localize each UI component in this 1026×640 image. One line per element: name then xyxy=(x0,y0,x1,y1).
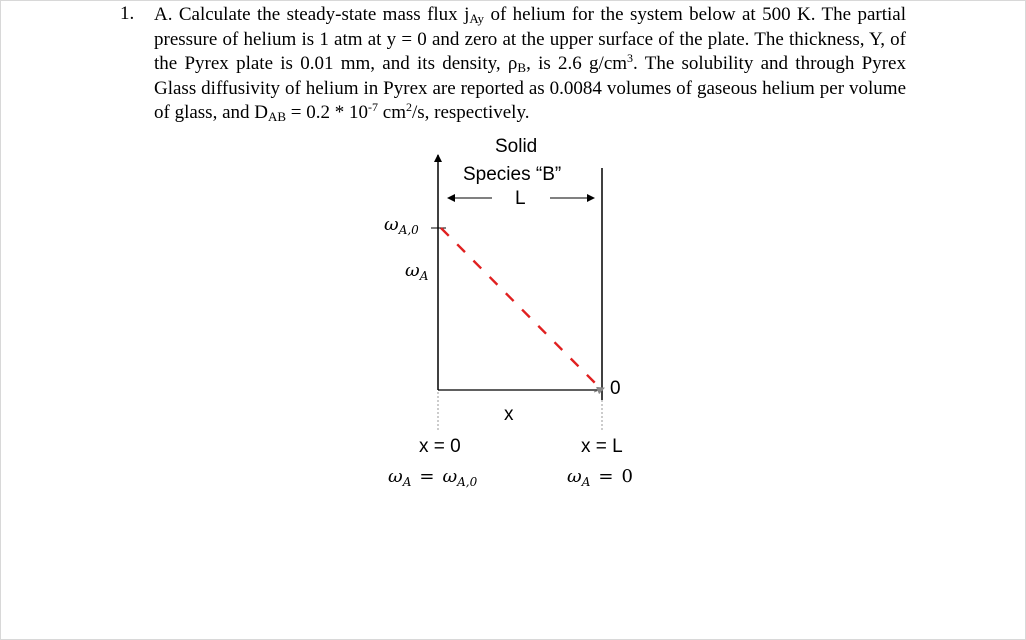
question-text-part: , is 2.6 g/cm xyxy=(526,53,628,74)
diffusivity-subscript: AB xyxy=(267,109,287,124)
left-boundary-condition xyxy=(388,466,477,487)
cm3-superscript: 3 xyxy=(627,51,634,65)
omega-a-label xyxy=(405,260,428,281)
omega-subscript: A xyxy=(581,475,591,489)
diagram-title-species: Species “B” xyxy=(463,164,562,185)
omega-subscript: A,0 xyxy=(457,475,478,489)
omega-symbol: ω xyxy=(384,214,399,235)
omega-symbol: ω xyxy=(567,466,582,487)
density-subscript: B xyxy=(517,60,527,75)
zero-label: 0 xyxy=(610,378,621,399)
flux-subscript: Ay xyxy=(469,11,485,26)
question-text-part: of helium for the system below at 500 K. The partial pressure of helium is 1 atm at y = 0 and zero at the upper surface of the plate. The thickness, Y, of the Pyrex plate is 0.01 mm, and its density, ρ xyxy=(154,4,906,74)
omega-subscript: A,0 xyxy=(398,223,419,237)
omega-symbol: ω xyxy=(442,466,458,487)
exponent-superscript: -7 xyxy=(368,100,379,114)
question-number: 1. xyxy=(120,3,135,24)
omega-subscript: A xyxy=(419,269,429,283)
equals-sign: = xyxy=(419,466,435,487)
cm2-superscript: 2 xyxy=(405,100,412,114)
right-position-label: x = L xyxy=(581,436,623,457)
question-text-part: /s, respectively. xyxy=(411,102,530,123)
right-boundary-condition xyxy=(567,466,633,487)
zero-value: 0 xyxy=(621,466,633,487)
diagram-title-solid: Solid xyxy=(495,136,538,157)
question-text-part: A. Calculate the steady-state mass flux j xyxy=(154,4,470,25)
omega-subscript: A xyxy=(402,475,412,489)
x-axis-label: x xyxy=(504,404,514,425)
omega-symbol: ω xyxy=(388,466,403,487)
concentration-profile xyxy=(441,228,602,390)
omega-symbol: ω xyxy=(405,260,420,281)
equals-sign: = xyxy=(598,466,614,487)
thickness-label: L xyxy=(515,188,526,209)
left-position-label: x = 0 xyxy=(419,436,461,457)
question-text-part: . The solubility and through Pyrex Glass diffusivity of helium in Pyrex are reported as 0.0084 volumes of gaseous helium per volume of glass, and D xyxy=(154,53,906,123)
question-text-part: = 0.2 * 10 xyxy=(286,102,369,123)
question-text-part: cm xyxy=(378,102,406,123)
omega-a0-label xyxy=(384,214,419,235)
